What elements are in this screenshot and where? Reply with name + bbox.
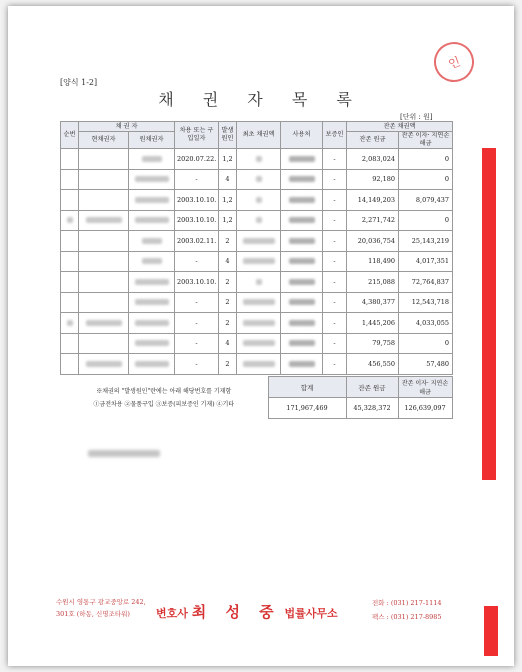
red-accent-bar-bottom <box>484 606 498 656</box>
original-claim-cell <box>237 354 281 375</box>
unit-label: [단위 : 원] <box>400 113 433 121</box>
cause-cell: 2 <box>219 272 237 293</box>
firm-address <box>56 596 146 620</box>
original-claim-cell <box>237 251 281 272</box>
interest-cell: 4,033,055 <box>399 313 453 334</box>
interest-cell: 0 <box>399 210 453 231</box>
table-row <box>61 313 453 334</box>
header-cause: 발생 원인 <box>219 122 237 149</box>
redacted-text <box>289 320 315 326</box>
redacted-text <box>243 238 275 244</box>
guarantor-cell: - <box>323 251 347 272</box>
cause-note-line1: ※채권의 "발생원인"란에는 아래 해당번호를 기재함 <box>96 387 232 395</box>
fax-number: 팩스 : (031) 217-8985 <box>372 613 442 621</box>
current-creditor-cell <box>79 313 129 334</box>
header-remaining: 잔존 채권액 <box>347 122 453 132</box>
redacted-text <box>86 217 122 223</box>
redacted-text <box>243 258 275 264</box>
redacted-text <box>289 238 315 244</box>
date-cell: - <box>175 313 219 334</box>
guarantor-cell: - <box>323 231 347 252</box>
header-remaining-interest: 잔존 이자· 지연손해금 <box>399 132 453 149</box>
original-creditor-cell <box>129 251 175 272</box>
redacted-text <box>289 217 315 223</box>
original-claim-cell <box>237 149 281 170</box>
table-row <box>61 272 453 293</box>
cause-note-line2: ①금전차용 ②물품구입 ③보증(피보증인 기재) ④기타 <box>93 400 235 408</box>
redacted-text <box>86 320 122 326</box>
header-usage: 사용처 <box>281 122 323 149</box>
original-creditor-cell <box>129 149 175 170</box>
principal-cell: 92,180 <box>347 169 399 190</box>
table-row <box>61 333 453 354</box>
original-claim-cell <box>237 210 281 231</box>
redacted-text <box>256 279 262 285</box>
original-claim-cell <box>237 292 281 313</box>
redacted-text <box>86 361 122 367</box>
redacted-text <box>135 197 169 203</box>
cause-cell: 2 <box>219 354 237 375</box>
original-creditor-cell <box>129 231 175 252</box>
redacted-text <box>243 320 275 326</box>
total-label: 합계 <box>268 377 346 398</box>
current-creditor-cell <box>79 333 129 354</box>
header-original-creditor: 원채권자 <box>129 132 175 149</box>
redacted-text <box>289 361 315 367</box>
cause-cell: 2 <box>219 313 237 334</box>
redacted-text <box>142 258 162 264</box>
date-cell: 2003.10.10. <box>175 272 219 293</box>
redacted-text <box>289 156 315 162</box>
interest-total: 126,639,097 <box>398 398 452 419</box>
seq-cell <box>61 231 79 252</box>
date-cell: - <box>175 292 219 313</box>
original-creditor-cell <box>129 169 175 190</box>
seq-cell <box>61 333 79 354</box>
header-creditor: 채 권 자 <box>79 122 175 132</box>
principal-cell: 79,758 <box>347 333 399 354</box>
usage-cell <box>281 333 323 354</box>
table-row <box>61 190 453 211</box>
principal-cell: 2,083,024 <box>347 149 399 170</box>
table-row <box>61 231 453 252</box>
principal-cell: 4,380,377 <box>347 292 399 313</box>
original-claim-cell <box>237 313 281 334</box>
current-creditor-cell <box>79 251 129 272</box>
redacted-text <box>289 197 315 203</box>
usage-cell <box>281 210 323 231</box>
guarantor-cell: - <box>323 292 347 313</box>
guarantor-cell: - <box>323 169 347 190</box>
current-creditor-cell <box>79 149 129 170</box>
guarantor-cell: - <box>323 210 347 231</box>
current-creditor-cell <box>79 292 129 313</box>
redacted-text <box>135 217 169 223</box>
redacted-text <box>135 340 169 346</box>
creditor-table <box>60 121 453 375</box>
table-row <box>61 169 453 190</box>
date-cell: 2003.02.11. <box>175 231 219 252</box>
date-cell: - <box>175 354 219 375</box>
principal-label: 잔존 원금 <box>346 377 398 398</box>
redacted-text <box>256 176 262 182</box>
original-creditor-cell <box>129 292 175 313</box>
form-number: [양식 1-2] <box>60 78 98 87</box>
original-creditor-cell <box>129 190 175 211</box>
original-claim-cell <box>237 231 281 252</box>
date-cell: 2003.10.10. <box>175 190 219 211</box>
redacted-text <box>135 176 169 182</box>
original-creditor-cell <box>129 333 175 354</box>
table-row <box>61 292 453 313</box>
redacted-text <box>289 258 315 264</box>
usage-cell <box>281 272 323 293</box>
red-accent-bar <box>482 148 496 480</box>
seq-cell <box>61 251 79 272</box>
redacted-text <box>256 217 262 223</box>
redacted-text <box>243 299 275 305</box>
date-cell: - <box>175 333 219 354</box>
seq-cell <box>61 149 79 170</box>
redacted-text <box>142 156 162 162</box>
interest-cell: 0 <box>399 169 453 190</box>
principal-cell: 1,445,206 <box>347 313 399 334</box>
seal-stamp: 인 <box>428 36 479 87</box>
redacted-text <box>243 361 275 367</box>
redacted-signature <box>88 450 160 457</box>
usage-cell <box>281 313 323 334</box>
date-cell: 2020.07.22. <box>175 149 219 170</box>
principal-cell: 456,550 <box>347 354 399 375</box>
interest-cell: 12,543,718 <box>399 292 453 313</box>
original-claim-cell <box>237 169 281 190</box>
current-creditor-cell <box>79 272 129 293</box>
interest-cell: 4,017,351 <box>399 251 453 272</box>
redacted-text <box>289 299 315 305</box>
redacted-text <box>135 279 169 285</box>
firm-name <box>156 601 338 622</box>
redacted-text <box>67 217 73 223</box>
guarantor-cell: - <box>323 313 347 334</box>
interest-cell: 8,079,437 <box>399 190 453 211</box>
seq-cell <box>61 292 79 313</box>
original-creditor-cell <box>129 272 175 293</box>
redacted-text <box>289 279 315 285</box>
summary-table <box>60 376 453 419</box>
redacted-text <box>67 320 73 326</box>
firm-suffix: 법률사무소 <box>284 607 338 620</box>
header-borrow-date: 차용 또는 구입일자 <box>175 122 219 149</box>
cause-cell: 2 <box>219 231 237 252</box>
principal-cell: 14,149,203 <box>347 190 399 211</box>
header-remaining-principal: 잔존 원금 <box>347 132 399 149</box>
current-creditor-cell <box>79 354 129 375</box>
table-row <box>61 149 453 170</box>
redacted-text <box>289 340 315 346</box>
current-creditor-cell <box>79 190 129 211</box>
redacted-text <box>142 238 162 244</box>
guarantor-cell: - <box>323 149 347 170</box>
cause-cell: 4 <box>219 251 237 272</box>
table-row <box>61 251 453 272</box>
redacted-text <box>289 176 315 182</box>
table-row <box>61 354 453 375</box>
usage-cell <box>281 190 323 211</box>
cause-note <box>60 377 268 419</box>
interest-cell: 25,143,219 <box>399 231 453 252</box>
redacted-text <box>135 299 169 305</box>
interest-cell: 0 <box>399 333 453 354</box>
guarantor-cell: - <box>323 190 347 211</box>
original-creditor-cell <box>129 354 175 375</box>
redacted-text <box>135 320 169 326</box>
original-claim-cell <box>237 190 281 211</box>
usage-cell <box>281 354 323 375</box>
seq-cell <box>61 210 79 231</box>
seq-cell <box>61 272 79 293</box>
cause-cell: 4 <box>219 333 237 354</box>
interest-cell: 57,480 <box>399 354 453 375</box>
table-body <box>61 149 453 375</box>
seq-cell <box>61 169 79 190</box>
principal-cell: 118,490 <box>347 251 399 272</box>
current-creditor-cell <box>79 169 129 190</box>
header-seq: 순번 <box>61 122 79 149</box>
guarantor-cell: - <box>323 333 347 354</box>
cause-cell: 2 <box>219 292 237 313</box>
interest-label: 잔존 이자· 지연손해금 <box>398 377 452 398</box>
interest-cell: 72,764,837 <box>399 272 453 293</box>
cause-cell: 1,2 <box>219 210 237 231</box>
total-value: 171,967,469 <box>268 398 346 419</box>
cause-cell: 1,2 <box>219 190 237 211</box>
usage-cell <box>281 169 323 190</box>
date-cell: 2003.10.10. <box>175 210 219 231</box>
address-line1: 수원시 영통구 광교중앙로 242, <box>56 598 146 606</box>
original-claim-cell <box>237 272 281 293</box>
current-creditor-cell <box>79 210 129 231</box>
header-original-claim: 최초 채권액 <box>237 122 281 149</box>
firm-contact <box>372 596 442 624</box>
usage-cell <box>281 231 323 252</box>
redacted-text <box>256 197 262 203</box>
seq-cell <box>61 313 79 334</box>
header-current-creditor: 현채권자 <box>79 132 129 149</box>
document-title: 채 권 자 목 록 <box>158 90 364 109</box>
original-creditor-cell <box>129 210 175 231</box>
guarantor-cell: - <box>323 272 347 293</box>
seq-cell <box>61 190 79 211</box>
firm-prefix: 변호사 <box>156 607 188 620</box>
usage-cell <box>281 292 323 313</box>
usage-cell <box>281 149 323 170</box>
principal-cell: 20,036,754 <box>347 231 399 252</box>
principal-cell: 2,271,742 <box>347 210 399 231</box>
guarantor-cell: - <box>323 354 347 375</box>
table-row <box>61 210 453 231</box>
date-cell: - <box>175 169 219 190</box>
cause-cell: 1,2 <box>219 149 237 170</box>
phone-number: 전화 : (031) 217-1114 <box>372 599 442 607</box>
principal-cell: 215,088 <box>347 272 399 293</box>
date-cell: - <box>175 251 219 272</box>
address-line2: 301호 (하동, 신명조타워) <box>56 610 130 618</box>
lawyer-name: 최 성 중 <box>191 603 281 621</box>
principal-total: 45,328,372 <box>346 398 398 419</box>
current-creditor-cell <box>79 231 129 252</box>
redacted-text <box>135 361 169 367</box>
cause-cell: 4 <box>219 169 237 190</box>
redacted-text <box>256 156 262 162</box>
header-guarantor: 보증인 <box>323 122 347 149</box>
original-claim-cell <box>237 333 281 354</box>
redacted-text <box>243 340 275 346</box>
original-creditor-cell <box>129 313 175 334</box>
usage-cell <box>281 251 323 272</box>
seq-cell <box>61 354 79 375</box>
interest-cell: 0 <box>399 149 453 170</box>
